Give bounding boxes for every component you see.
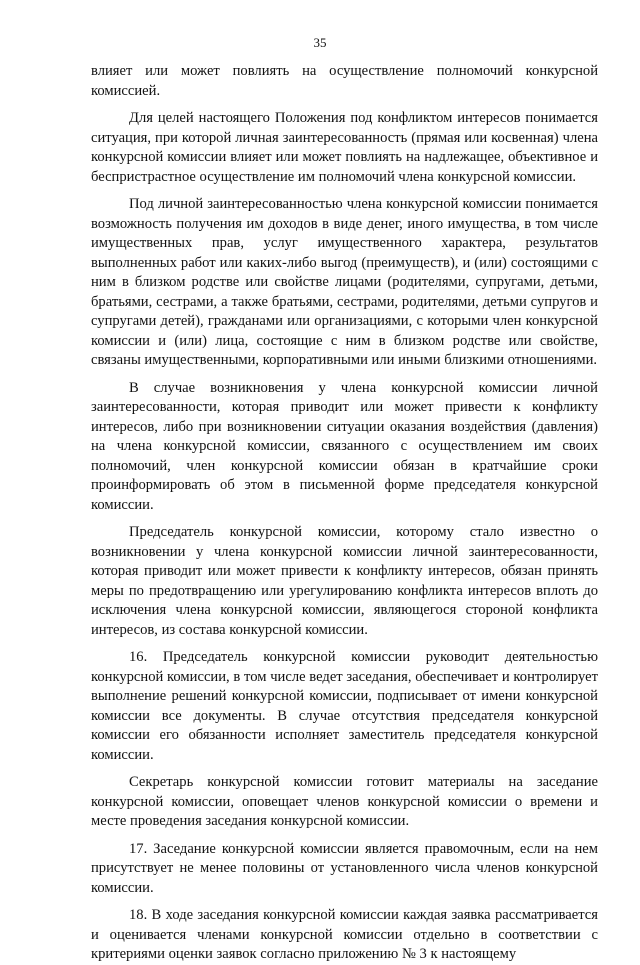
document-body — [91, 62, 598, 965]
paragraph-personal-interest: Под личной заинтересованностью члена конкурсной комиссии понимается возможность получения им доходов в виде денег, иного имущества, в том числе имущественных прав, услуг имущественного характера, результатов выполненных работ или каких-либо выгод (преимуществ), и (или) состоящими с ним в близком родстве или свойстве лицами (родителями, супругами, детьми, братьями, сестрами, а также братьями, сестрами, родителями, детьми супругов и супругами детей), гражданами или организациями, с которыми член конкурсной комиссии и (или) лица, состоящие с ним в близком родстве или свойстве, связаны имущественными, корпоративными или иными близкими отношениями. — [91, 196, 598, 368]
paragraph-secretary: Секретарь конкурсной комиссии готовит материалы на заседание конкурсной комиссии, оповещает членов конкурсной комиссии о времени и месте проведения заседания конкурсной комиссии. — [91, 774, 598, 829]
paragraph-item-16: 16. Председатель конкурсной комиссии руководит деятельностью конкурсной комиссии, в том числе ведет заседания, обеспечивает и контролирует выполнение решений конкурсной комиссии, подписывает от имени конкурсной комиссии все документы. В случае отсутствия председателя конкурсной комиссии его обязанности исполняет заместитель председателя конкурсной комиссии. — [91, 649, 598, 763]
paragraph-chairman-measures: Председатель конкурсной комиссии, которому стало известно о возникновении у члена конкурсной комиссии личной заинтересованности, которая приводит или может привести к конфликту интересов, обязан принять меры по предотвращению или урегулированию конфликта интересов вплоть до исключения члена конкурсной комиссии, являющегося стороной конфликта интересов, из состава конкурсной комиссии. — [91, 524, 598, 638]
page-number: 35 — [313, 35, 327, 50]
paragraph-item-17: 17. Заседание конкурсной комиссии является правомочным, если на нем присутствует не менее половины от установленного числа членов конкурсной комиссии. — [91, 840, 598, 896]
paragraph-item-18: 18. В ходе заседания конкурсной комиссии каждая заявка рассматривается и оценивается членами конкурсной комиссии отдельно в соответствии с критериями оценки заявок согласно приложению № 3 к настоящему — [91, 907, 598, 962]
paragraph-notification-duty: В случае возникновения у члена конкурсной комиссии личной заинтересованности, которая приводит или может привести к конфликту интересов, либо при возникновении ситуации оказания воздействия (давления) на члена конкурсной комиссии, связанного с осуществлением им своих полномочий, член конкурсной комиссии обязан в кратчайшие сроки проинформировать об этом в письменной форме председателя конкурсной комиссии. — [91, 379, 598, 513]
paragraph-conflict-definition: Для целей настоящего Положения под конфликтом интересов понимается ситуация, при которой личная заинтересованность (прямая или косвенная) члена конкурсной комиссии влияет или может повлиять на надлежащее, объективное и беспристрастное осуществление им полномочий члена конкурсной комиссии. — [91, 110, 598, 185]
paragraph-continuation: влияет или может повлиять на осуществление полномочий конкурсной комиссией. — [91, 63, 598, 99]
